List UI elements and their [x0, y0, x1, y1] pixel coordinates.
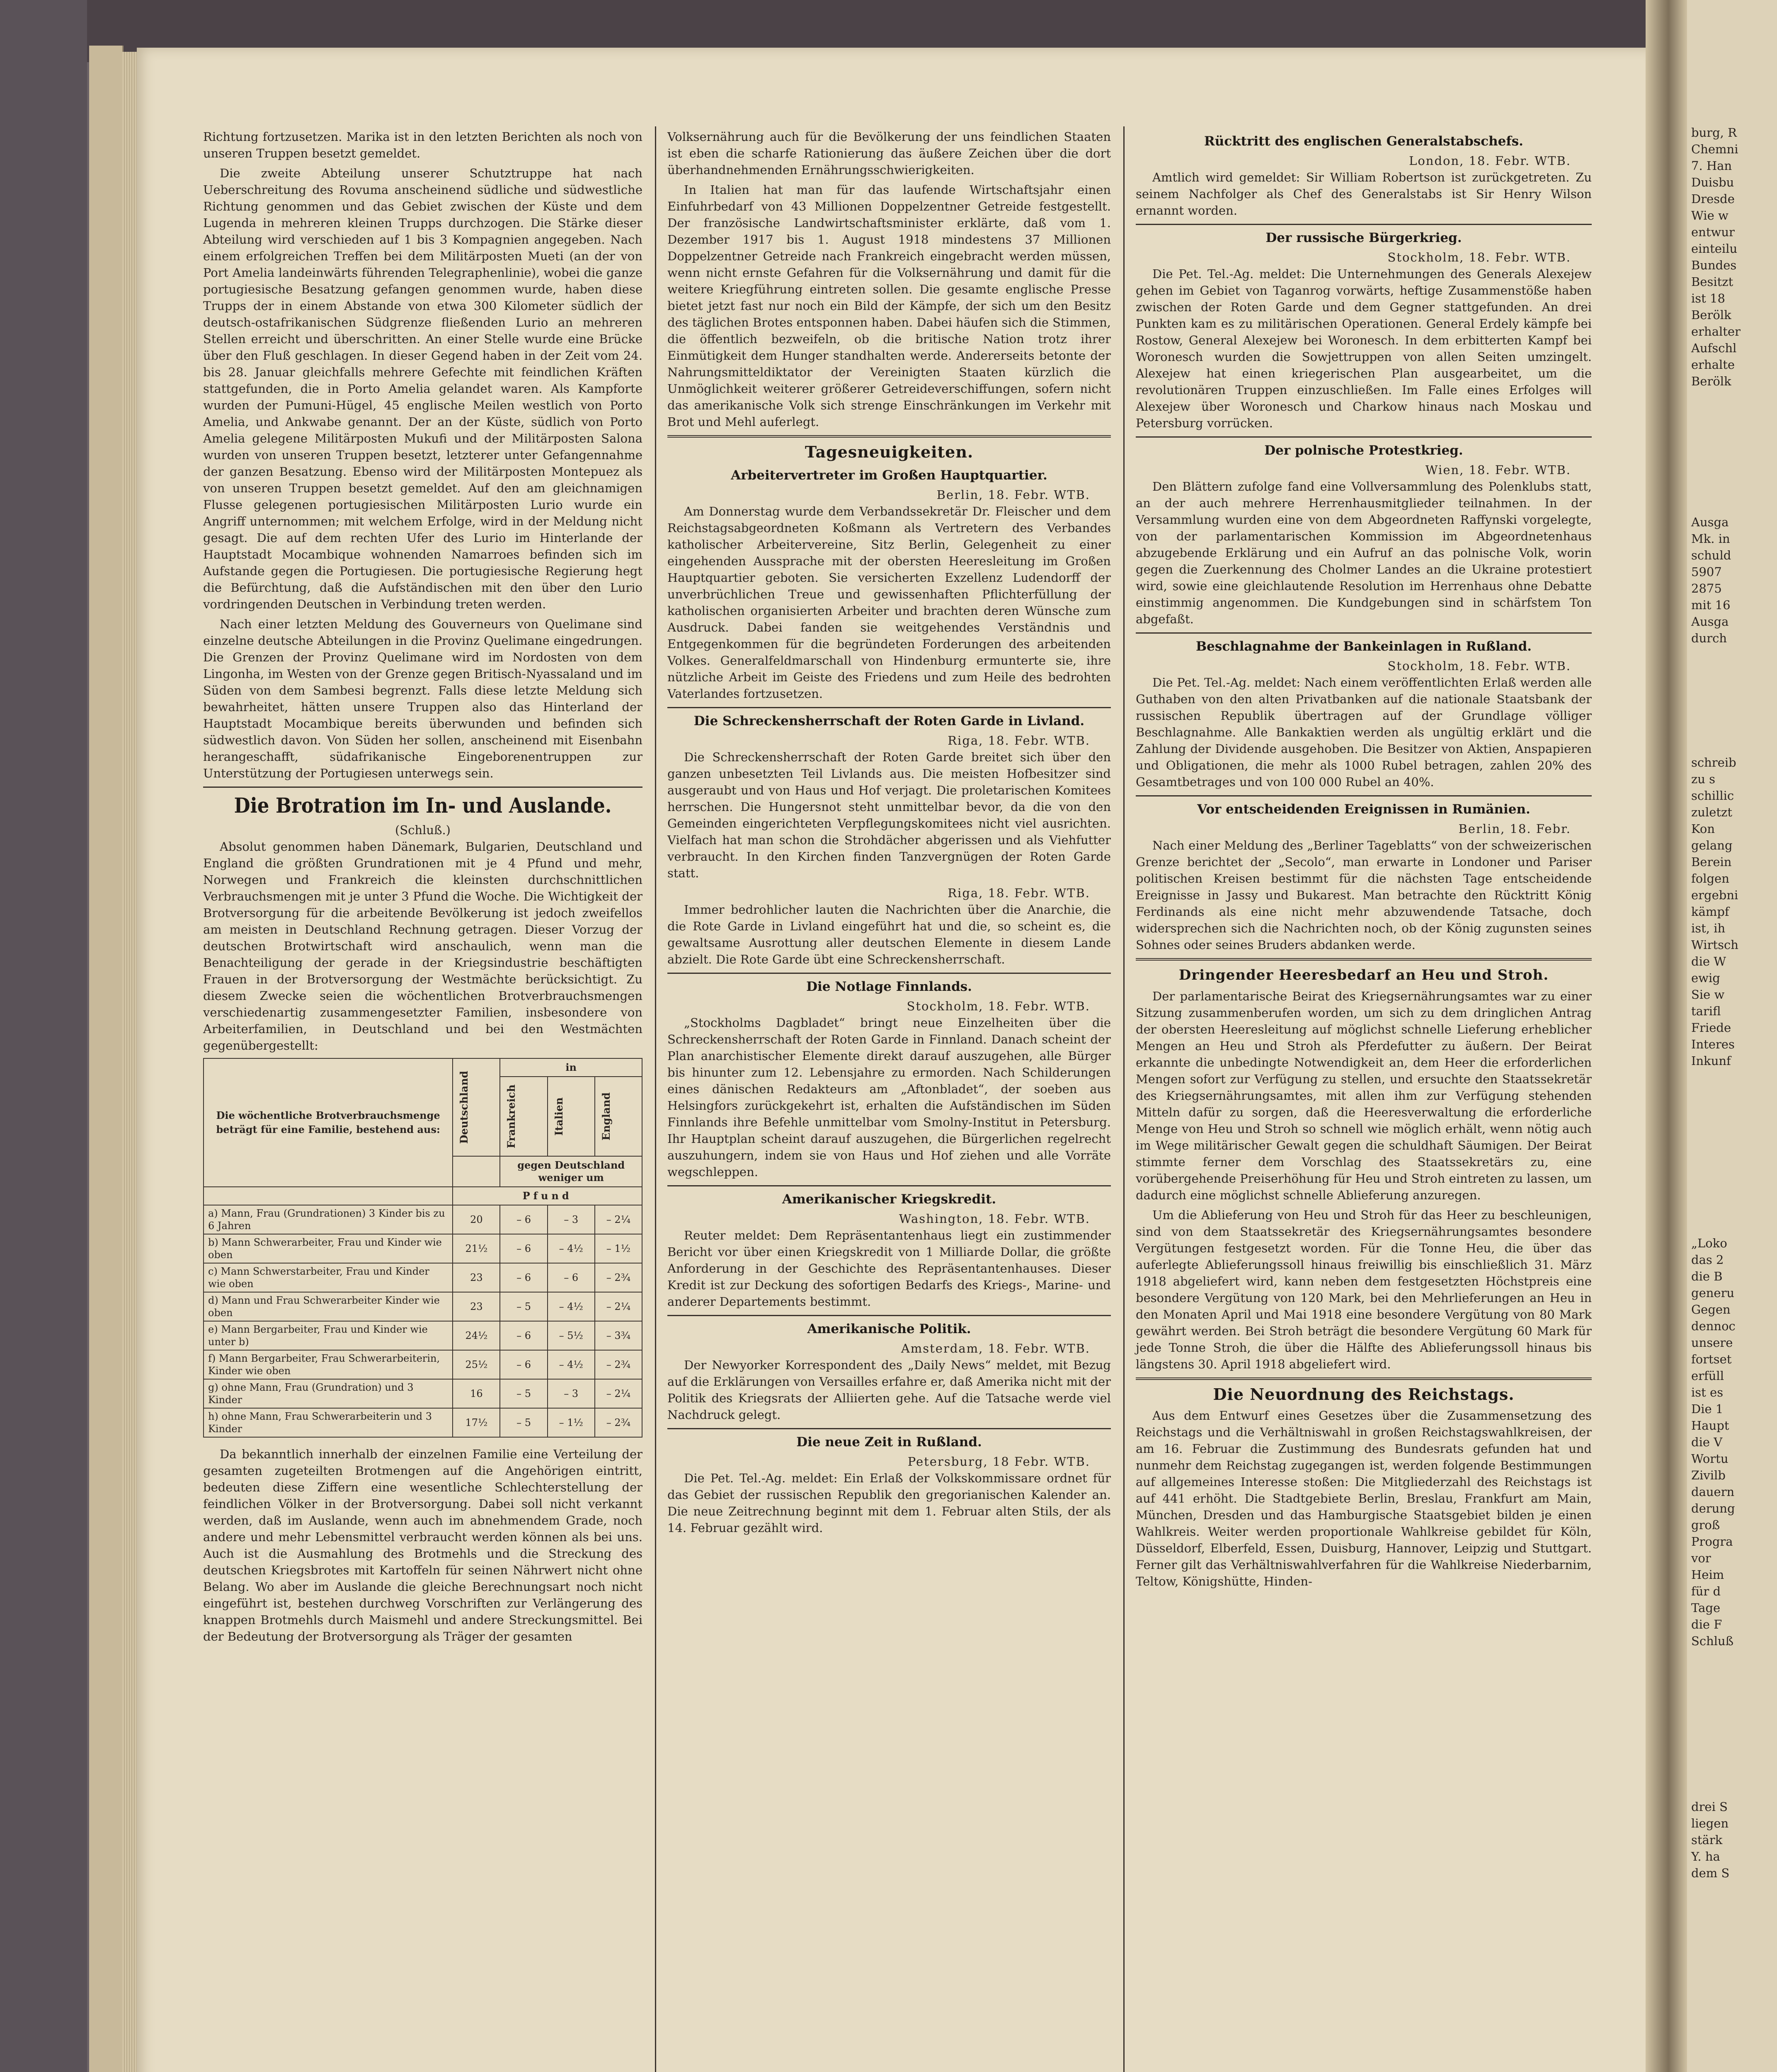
article-body: Aus dem Entwurf eines Gesetzes über die Zusammensetzung des Reichstags und die Verhältniswahl in großen Reichstagswahlkreisen, der am 16. Februar die Zustimmung des Bundesrats gefunden hat und nunmehr dem Reichstag zugegangen ist, werden folgende Bestimmungen auf allgemeines Interesse stoßen: Die Mitgliederzahl des Reichstags ist auf 441 erhöht. Die Stadtgebiete Berlin, Breslau, Frankfurt am Main, München, Dresden und das Hamburgische Staatsgebiet bilden je einen Wahlkreis. Weiter werden proportionale Wahlkreise gebildet für Köln, Düsseldorf, Elberfeld, Essen, Duisburg, Hannover, Leipzig und Stuttgart. Ferner gilt das Verhältniswahlverfahren für die Wahlkreise Niederbarnim, Teltow, Königshütte, Hinden-	[1136, 1409, 1592, 1588]
article-body: Nach einer Meldung des „Berliner Tageblatts“ von der schweizerischen Grenze berichtet der „Secolo“, man erwarte in Londoner und Pariser politischen Kreisen bestimmt für die nächsten Tage entscheidende Ereignisse in Jassy und Bukarest. Man betrachte den Rücktritt König Ferdinands als eine nicht mehr abzuwendende Tatsache, doch widersprechen sich die Nachrichten noch, ob der König zugunsten seines Sohnes oder seines Bruders abdanken werde.	[1136, 838, 1592, 952]
table-cell: – 5	[500, 1379, 547, 1408]
next-page-line: Progra	[1691, 1535, 1733, 1549]
next-page-line: Chemni	[1691, 142, 1738, 156]
country-england: England	[600, 1092, 612, 1141]
article-title: Vor entscheidenden Ereignissen in Rumänien.	[1197, 802, 1530, 817]
page-edge	[89, 46, 124, 2072]
article-divider	[667, 973, 1111, 974]
next-page-line: Berölk	[1691, 308, 1731, 322]
next-page-line: Schluß	[1691, 1634, 1734, 1648]
article-body: Amtlich wird gemeldet: Sir William Robertson ist zurückgetreten. Zu seinem Nachfolger als Chef des Generalstabs ist Sir Henry Wilson ernannt worden.	[1136, 170, 1592, 218]
next-page-line: liegen	[1691, 1816, 1729, 1830]
table-cell: – 1½	[595, 1234, 642, 1263]
article-divider	[667, 707, 1111, 708]
next-page-line: einteilu	[1691, 242, 1738, 256]
next-page-line: vor	[1691, 1551, 1711, 1565]
table-cell: – 1½	[548, 1408, 595, 1437]
article-title: Die neue Zeit in Rußland.	[796, 1435, 982, 1450]
next-page-line: Y. ha	[1691, 1849, 1720, 1864]
article-title: Die Schreckensherrschaft der Roten Garde in Livland.	[693, 714, 1085, 729]
table-sub-label: gegen Deutschland weniger um	[500, 1156, 642, 1187]
next-page-line: unsere	[1691, 1336, 1733, 1350]
next-page-line: erhalter	[1691, 324, 1741, 339]
next-page-line: die V	[1691, 1435, 1723, 1449]
article-body: Die Pet. Tel.-Ag. meldet: Die Unternehmungen des Generals Alexejew gehen im Gebiet von Taganrog vorwärts, heftige Zusammenstöße haben zwischen der Roten Garde und dem Gegner stattgefunden. An drei Punkten kam es zu militärischen Operationen. General Erdely kämpfe bei Rostow, General Alexejew bei Woronesch. In dem erbitterten Kampf bei Woronesch wurden die Sowjettruppen von allen Seiten umzingelt. Alexejew hat einen kriegerischen Plan ausgearbeitet, um die revolutionären Truppen einzuschließen. Im Falle eines Erfolges will Alexejew über Woronesch und Charkow hinaus nach Moskau und Petersburg vorrücken.	[1136, 267, 1592, 430]
next-page-line: Kon	[1691, 822, 1715, 836]
table-row	[204, 1263, 642, 1292]
table-row-label: g) ohne Mann, Frau (Grundration) und 3 Kinder	[204, 1379, 453, 1408]
article-title: Amerikanische Politik.	[807, 1322, 971, 1336]
newspaper-page	[137, 48, 1653, 2072]
table-cell: 20	[453, 1205, 500, 1234]
table-cell: – 2¾	[595, 1263, 642, 1292]
article-body: Der Newyorker Korrespondent des „Daily News“ meldet, mit Bezug auf die Erklärungen von Versailles erfahre er, daß Amerika nicht mit der Politik des Kriegsrats der Alliierten gehe. Auf die Tatsache werde viel Nachdruck gelegt.	[667, 1358, 1111, 1422]
next-page-line: groß	[1691, 1518, 1720, 1532]
table-in-label: in	[500, 1058, 642, 1077]
next-page-line: Ausga	[1691, 615, 1729, 629]
article-title: Dringender Heeresbedarf an Heu und Stroh.	[1178, 967, 1549, 983]
article-title: Der polnische Protestkrieg.	[1264, 443, 1463, 458]
brot-closing: Da bekanntlich innerhalb der einzelnen Familie eine Verteilung der gesamten zugeteilten Brotmengen auf die Angehörigen eintritt, bedeuten diese Ziffern eine wesentliche Schlechterstellung der feindlichen Völker in der Brotversorgung. Dabei soll nicht verkannt werden, daß im Auslande, wenn auch im abnehmendem Grade, noch andere und mehr Lebensmittel verbraucht werden können als bei uns. Auch ist die Ausmahlung des Brotmehls und die Streckung des deutschen Kriegsbrotes mit Kartoffeln für seinen Nährwert nicht ohne Belang. Wo aber im Auslande die gleiche Berechnungsart noch nicht eingeführt ist, bestehen durchweg Vorschriften zur Verlängerung des knappen Brotmehls durch Maismehl und andere Streckungsmittel. Bei der Bedeutung der Brotversorgung als Träger der gesamten	[203, 1447, 642, 1644]
article-body: Den Blättern zufolge fand eine Vollversammlung des Polenklubs statt, an der auch mehrere Herrenhausmitglieder teilnahmen. In der Versammlung wurden eine von dem Abgeordneten Raffynski vorgelegte, von der parlamentarischen Kommission im Abgeordnetenhaus abzugebende Erklärung und ein Aufruf an das polnische Volk, worin gegen die Zuerkennung des Cholmer Landes an die Ukraine protestiert wird, sowie eine gleichlautende Resolution im Herrenhaus ohne Debatte einstimmig angenommen. Die Kundgebungen sind in schärfstem Ton abgefaßt.	[1136, 479, 1592, 626]
table-cell: – 2¼	[595, 1205, 642, 1234]
next-page-line: zu s	[1691, 772, 1716, 786]
next-page-line: 7. Han	[1691, 159, 1732, 173]
article-divider	[667, 1315, 1111, 1316]
next-page-line: ist es	[1691, 1385, 1724, 1399]
article-title: Der russische Bürgerkrieg.	[1265, 230, 1462, 245]
article-dateline: Washington, 18. Febr. WTB.	[899, 1212, 1090, 1226]
next-page-line: entwur	[1691, 225, 1735, 239]
article-divider	[1136, 958, 1592, 961]
table-row-label: e) Mann Bergarbeiter, Frau und Kinder wie unter b)	[204, 1321, 453, 1350]
article-body: Die Pet. Tel.-Ag. meldet: Nach einem veröffentlichten Erlaß werden alle Guthaben von den alten Privatbanken auf die nationale Staatsbank der russischen Republik übertragen auf der Grundlage völliger Beschlagnahme. Alle Bankaktien werden als ungültig erklärt und die Zahlung der Dividende ausgehoben. Die Besitzer von Aktien, Anspapieren und Obligationen, die mehr als 1000 Rubel betragen, zahlen 20% des Gesamtbetrages und von 100 000 Rubel an 40%.	[1136, 675, 1592, 789]
stacked-leaves	[122, 52, 139, 2072]
article-title: Rücktritt des englischen Generalstabschefs.	[1204, 134, 1523, 149]
table-unit-label: Pfund	[453, 1187, 642, 1205]
brot-subtitle: (Schluß.)	[395, 823, 451, 837]
next-page-fragment	[1687, 0, 1777, 2072]
table-cell: – 2¾	[595, 1408, 642, 1437]
next-page-line: für d	[1691, 1584, 1721, 1598]
next-page-line: stärk	[1691, 1833, 1723, 1847]
next-page-line: folgen	[1691, 871, 1729, 886]
column-1	[203, 128, 642, 1648]
article-body: Die Pet. Tel.-Ag. meldet: Ein Erlaß der Volkskommissare ordnet für das Gebiet der russischen Republik den gregorianischen Kalender an. Die neue Zeitrechnung beginnt mit dem 1. Februar alten Stils, der als 14. Februar gezählt wird.	[667, 1471, 1111, 1535]
next-page-line: Tage	[1691, 1601, 1721, 1615]
next-page-line: ist 18	[1691, 291, 1725, 305]
col1-paragraph-1: Richtung fortzusetzen. Marika ist in den letzten Berichten als noch von unseren Truppen besetzt gemeldet.	[203, 130, 642, 160]
col1-paragraph-2: Die zweite Abteilung unserer Schutztruppe hat nach Ueberschreitung des Rovuma anscheinend südliche und südwestliche Richtung genommen und das Gebiet zwischen der Küste und dem Lugenda in mehreren kleinen Trupps durchzogen. Die Stärke dieser Abteilung wird verschieden auf 1 bis 3 Kompagnien angegeben. Nach einem erfolgreichen Treffen bei dem Militärposten Mueti (an der von Port Amelia landeinwärts führenden Telegraphenlinie), wobei die ganze portugiesische Besatzung gefangen genommen wurde, haben diese Trupps der in einem Abstande von etwa 300 Kilometer südlich der deutsch-ostafrikanischen Südgrenze fließenden Lurio an mehreren Stellen erreicht und überschritten. An einer Stelle wurde eine Brücke über den Fluß geschlagen. In dieser Gegend haben in der Zeit vom 24. bis 28. Januar gleichfalls mehrere Gefechte mit feindlichen Kräften stattgefunden, die in Porto Amelia gelandet waren. Als Kampforte wurden der Pumuni-Hügel, 45 englische Meilen westlich von Porto Amelia, und Ankwabe genannt. Der an der Küste, südlich von Porto Amelia gelegene Militärposten Mukufi und der Militärposten Salona wurden von unseren Truppen besetzt, letzterer unter Gefangennahme der ganzen Besatzung. Ebenso wird der Militärposten Montepuez als von unseren Truppen besetzt gemeldet. Auf den am gleichnamigen Flusse gelegenen portugiesischen Militärposten Lurio wurde ein Angriff unternommen; mit welchem Erfolge, wird in der Meldung nicht gesagt. Die auf dem rechten Ufer des Lurio im Hinterlande der Hauptstadt Mocambique wohnenden Namarroes befinden sich im Aufstande gegen die Portugiesen. Die portugiesische Regierung hegt die Befürchtung, daß die Aufständischen mit den über den Lurio vordringenden Deutschen in Verbindung treten werden.	[203, 166, 642, 611]
table-cell: 21½	[453, 1234, 500, 1263]
table-cell: – 6	[500, 1350, 547, 1379]
column-rule-1	[655, 126, 656, 2072]
table-cell: – 5½	[548, 1321, 595, 1350]
article-body: Am Donnerstag wurde dem Verbandssekretär Dr. Fleischer und dem Reichstagsabgeordneten Koßmann als Vertretern des Verbandes katholischer Arbeitervereine, Sitz Berlin, Gelegenheit zu einer eingehenden Aussprache mit der obersten Heeresleitung im Großen Hauptquartier geboten. Sie versicherten Exzellenz Ludendorff der unverbrüchlichen Treue und gewissenhaften Pflichterfüllung der katholischen organisierten Arbeiter und brachten deren Wünsche zum Ausdruck. Dabei fanden sie weitgehendes Verständnis und Entgegenkommen für die begründeten Forderungen des arbeitenden Volkes. Generalfeldmarschall von Hindenburg ermunterte sie, ihre nützliche Arbeit im Geiste des Friedens und zum Heile des bedrohten Vaterlandes fortzusetzen.	[667, 504, 1111, 701]
table-row-label: d) Mann und Frau Schwerarbeiter Kinder wie oben	[204, 1292, 453, 1321]
table-row	[204, 1350, 642, 1379]
table-cell: – 2¼	[595, 1292, 642, 1321]
next-page-line: Inkunf	[1691, 1054, 1731, 1068]
next-page-line: dennoc	[1691, 1319, 1736, 1333]
country-frankreich: Frankreich	[505, 1084, 518, 1149]
article-divider	[667, 1428, 1111, 1429]
next-page-line: ewig	[1691, 971, 1720, 985]
col2-divider	[667, 435, 1111, 438]
table-row	[204, 1205, 642, 1234]
next-page-line: Wirtsch	[1691, 938, 1738, 952]
next-page-line: die F	[1691, 1617, 1722, 1631]
next-page-line: Haupt	[1691, 1418, 1729, 1433]
article-title: Amerikanischer Kriegskredit.	[782, 1192, 996, 1207]
brot-table	[203, 1058, 642, 1438]
next-page-line: Zivilb	[1691, 1468, 1726, 1482]
table-cell: 24½	[453, 1321, 500, 1350]
table-cell: – 5	[500, 1408, 547, 1437]
next-page-line: fortset	[1691, 1352, 1732, 1366]
table-row	[204, 1234, 642, 1263]
article-divider	[1136, 795, 1592, 796]
next-page-line: Besitzt	[1691, 275, 1733, 289]
table-row-label: a) Mann, Frau (Grundrationen) 3 Kinder bis zu 6 Jahren	[204, 1205, 453, 1234]
table-cell: – 6	[500, 1205, 547, 1234]
column-2	[667, 128, 1111, 1539]
table-cell: – 6	[548, 1263, 595, 1292]
next-page-line: mit 16	[1691, 598, 1731, 612]
next-page-line: das 2	[1691, 1253, 1724, 1267]
table-cell: – 4½	[548, 1350, 595, 1379]
next-page-line: derung	[1691, 1501, 1735, 1515]
next-page-block-e	[1687, 1798, 1729, 1881]
table-row-label: b) Mann Schwerarbeiter, Frau und Kinder wie oben	[204, 1234, 453, 1263]
next-page-line: Dresde	[1691, 192, 1735, 206]
brot-paragraph: Absolut genommen haben Dänemark, Bulgarien, Deutschland und England die größten Grundrationen mit je 4 Pfund und mehr, Norwegen und Frankreich die kleinsten durchschnittlichen Verbrauchsmengen mit je unter 3 Pfund die Woche. Die Wichtigkeit der Brotversorgung für die arbeitende Bevölkerung ist jedoch zweifellos am meisten in Deutschland Rechnung getragen. Dieser Vorzug der deutschen Brotwirtschaft wird anschaulich, wenn man die Benachteiligung der gerade in der Kriegsindustrie beschäftigten Frauen in der Brotversorgung der Westmächte berücksichtigt. Zu diesem Zwecke seien die wöchentlichen Brotverbrauchsmengen verschiedenartig zusammengesetzter Familien, insbesondere von Arbeiterfamilien, in Deutschland und bei den Westmächten gegenübergestellt:	[203, 840, 642, 1053]
table-cell: – 2¼	[595, 1379, 642, 1408]
column-rule-2	[1123, 126, 1125, 2072]
col1-divider	[203, 787, 642, 788]
article-dateline: Stockholm, 18. Febr. WTB.	[907, 999, 1090, 1013]
next-page-line: burg, R	[1691, 126, 1737, 140]
next-page-line: dem S	[1691, 1866, 1730, 1880]
table-row	[204, 1379, 642, 1408]
next-page-line: „Loko	[1691, 1236, 1727, 1250]
next-page-line: Aufschl	[1691, 341, 1737, 355]
next-page-block-c	[1687, 754, 1738, 1069]
next-page-line: erfüll	[1691, 1369, 1724, 1383]
article-title: Die Notlage Finnlands.	[806, 979, 972, 994]
table-cell: 25½	[453, 1350, 500, 1379]
article-body: Reuter meldet: Dem Repräsentantenhaus liegt ein zustimmender Bericht vor über einen Kriegskredit von 1 Milliarde Dollar, die größte Anforderung in der Geschichte des Repräsentantenhauses. Dieser Kredit ist zur Deckung des sofortigen Bedarfs des Kriegs-, Marine- und anderer Departements bestimmt.	[667, 1228, 1111, 1309]
next-page-line: Wortu	[1691, 1452, 1729, 1466]
next-page-line: Sie w	[1691, 988, 1725, 1002]
article-dateline: Petersburg, 18 Febr. WTB.	[907, 1455, 1090, 1469]
article-dateline: Berlin, 18. Febr. WTB.	[936, 488, 1090, 502]
next-page-block-a	[1687, 124, 1741, 390]
next-page-line: Ausga	[1691, 515, 1729, 529]
table-cell: 17½	[453, 1408, 500, 1437]
col2-intro-1: Volksernährung auch für die Bevölkerung der uns feindlichen Staaten ist eben die scharfe Rationierung das äußere Zeichen über die dort überhandnehmenden Ernährungsschwierigkeiten.	[667, 130, 1111, 177]
next-page-line: Duisbu	[1691, 175, 1734, 189]
article-dateline: Berlin, 18. Febr.	[1458, 822, 1571, 836]
next-page-line: Gegen	[1691, 1302, 1731, 1317]
next-page-block-b	[1687, 514, 1731, 646]
table-cell: – 3	[548, 1205, 595, 1234]
article-title: Beschlagnahme der Bankeinlagen in Rußland.	[1195, 639, 1532, 654]
next-page-line: tarifl	[1691, 1004, 1721, 1018]
table-cell: – 4½	[548, 1234, 595, 1263]
next-page-line: Berein	[1691, 855, 1732, 869]
article-divider	[667, 1185, 1111, 1186]
article-body: „Stockholms Dagbladet“ bringt neue Einzelheiten über die Schreckensherrschaft der Roten Garde in Finnland. Danach scheint der Plan anarchistischer Elemente direkt darauf auszugehen, alle Bürger bis hinunter zum 12. Lebensjahre zu ermorden. Nach Schilderungen eines dänischen Redakteurs am „Aftonbladet“, der soeben aus Helsingfors zurückgekehrt ist, erhalten die Aufständischen im Süden Finnlands ihre Befehle unmittelbar vom Smolny-Institut in Petersburg. Ihr Hauptplan scheint darauf auszugehen, die Bürgerlichen regelrecht auszuhungern, indem sie von Haus und Hof ziehen und alle Vorräte wegschleppen.	[667, 1016, 1111, 1179]
table-row-label: c) Mann Schwerstarbeiter, Frau und Kinder wie oben	[204, 1263, 453, 1292]
next-page-line: schillic	[1691, 789, 1734, 803]
next-page-line: Interes	[1691, 1037, 1735, 1051]
article-title: Die Neuordnung des Reichstags.	[1213, 1385, 1515, 1404]
table-row	[204, 1408, 642, 1437]
article-body: Um die Ablieferung von Heu und Stroh für das Heer zu beschleunigen, sind von dem Staatssekretär des Kriegsernährungsamtes besondere Vergütungen festgesetzt worden. Für die Tonne Heu, die über das auferlegte Ablieferungssoll hinaus freiwillig bis einschließlich 31. März 1918 abgeliefert wird, kann neben dem festgesetzten Höchstpreis eine besondere Vergütung von 120 Mark, bei den Mehrlieferungen an Heu in den Monaten April und Mai 1918 eine besondere Vergütung von 80 Mark gewährt werden. Bei Stroh beträgt die besondere Vergütung 60 Mark für jede Tonne Stroh, die über die Hälfte des Ablieferungssoll hinaus bis längstens 30. April 1918 abgeliefert wird.	[1136, 1208, 1592, 1371]
table-header-label: Die wöchentliche Brotverbrauchsmenge beträgt für eine Familie, bestehend aus:	[204, 1058, 453, 1187]
next-page-block-d	[1687, 1235, 1736, 1649]
table-cell: – 3	[548, 1379, 595, 1408]
col2-intro-2: In Italien hat man für das laufende Wirtschaftsjahr einen Einfuhrbedarf von 43 Millionen Doppelzentner Getreide festgestellt. Der französische Landwirtschaftsminister erklärte, daß vom 1. Dezember 1917 bis 1. August 1918 mindestens 37 Millionen Doppelzentner Getreide nach Frankreich eingebracht werden müssen, wenn nicht ernste Gefahren für die Volksernährung und damit für die weitere Kriegführung eintreten sollen. Die gesamte englische Presse bietet jetzt fast nur noch ein Bild der Kämpfe, der sich um den Besitz des täglichen Brotes entsponnen haben. Dabei häufen sich die Stimmen, die öffentlich bezweifeln, ob die britische Nation trotz ihrer Einmütigkeit dem Hunger standhalten werde. Andererseits betonte der Nahrungsmitteldiktator der Vereinigten Staaten kürzlich die Unmöglichkeit weiterer größerer Getreideverschiffungen, sofern nicht das amerikanische Volk sich strenge Einschränkungen im Verkehr mit Brot und Mehl auferlegt.	[667, 183, 1111, 429]
next-page-line: schreib	[1691, 755, 1736, 770]
article-divider	[1136, 632, 1592, 634]
table-cell: – 6	[500, 1321, 547, 1350]
next-page-line: dauern	[1691, 1485, 1735, 1499]
table-cell: – 2¾	[595, 1350, 642, 1379]
next-page-line: Die 1	[1691, 1402, 1724, 1416]
next-page-line: Mk. in	[1691, 532, 1730, 546]
next-page-line: ist, ih	[1691, 921, 1726, 935]
article-body: Der parlamentarische Beirat des Kriegsernährungsamtes war zu einer Sitzung zusammenberufen worden, um sich zu dem dringlichen Antrag der obersten Heeresleitung auf möglichst schnelle Lieferung erheblicher Mengen an Heu und Stroh als Pferdefutter zu äußern. Der Beirat erkannte die unbedingte Notwendigkeit an, dem Heer die erforderlichen Mengen sofort zur Verfügung zu stellen, und ersuchte den Staatssekretär des Kriegsernährungsamtes, mit allen ihm zur Verfügung stehenden Mitteln dafür zu sorgen, daß die Heeresverwaltung die erforderliche Menge von Heu und Stroh so schnell wie möglich erhält, wenn nötig auch im Wege militärischer Gewalt gegen die schuldhaft Säumigen. Der Beirat stimmte ferner dem Vorschlag des Staatssekretärs zu, eine vorübergehende Preiserhöhung für Heu und Stroh eintreten zu lassen, um dadurch eine möglichst schnelle Ablieferung anzuregen.	[1136, 989, 1592, 1202]
article-divider	[1136, 436, 1592, 438]
table-cell: 23	[453, 1263, 500, 1292]
next-page-line: zuletzt	[1691, 805, 1732, 819]
article-dateline: Riga, 18. Febr. WTB.	[948, 886, 1090, 900]
next-page-line: generu	[1691, 1286, 1735, 1300]
next-page-line: gelang	[1691, 838, 1733, 852]
next-page-line: Heim	[1691, 1568, 1724, 1582]
next-page-line: 5907	[1691, 565, 1722, 579]
next-page-line: 2875	[1691, 581, 1722, 595]
article-dateline: Wien, 18. Febr. WTB.	[1425, 463, 1571, 477]
country-italien: Italien	[553, 1097, 565, 1136]
table-row	[204, 1292, 642, 1321]
article-dateline: Stockholm, 18. Febr. WTB.	[1387, 250, 1571, 264]
article-body: Immer bedrohlicher lauten die Nachrichten über die Anarchie, die die Rote Garde in Livland eingeführt hat und die, so scheint es, die gewaltsame Ausrottung aller deutschen Elemente in diesem Lande abzielt. Die Rote Garde übt eine Schreckensherrschaft.	[667, 903, 1111, 966]
next-page-line: die B	[1691, 1269, 1723, 1283]
table-row	[204, 1321, 642, 1350]
next-page-line: erhalte	[1691, 358, 1735, 372]
next-page-line: drei S	[1691, 1800, 1728, 1814]
table-cell: – 3¾	[595, 1321, 642, 1350]
next-page-line: kämpf	[1691, 905, 1729, 919]
book-gutter	[1646, 0, 1687, 2072]
article-divider	[1136, 1377, 1592, 1380]
article-dateline: Stockholm, 18. Febr. WTB.	[1387, 659, 1571, 673]
article-body: Die Schreckensherrschaft der Roten Garde breitet sich über den ganzen unbesetzten Teil Livlands aus. Die meisten Hofbesitzer sind ausgeraubt und von Haus und Hof verjagt. Die proletarischen Komitees herrschen. Die Hungersnot steht unmittelbar bevor, da die von den Gemeinden eingerichteten Verpflegungskomitees nicht viel ausrichten. Vielfach hat man schon die Strohdächer abgerissen und als Viehfutter verbraucht. In den Kirchen finden Tanzvergnügen der Roten Garde statt.	[667, 750, 1111, 880]
table-row-label: f) Mann Bergarbeiter, Frau Schwerarbeiterin, Kinder wie oben	[204, 1350, 453, 1379]
country-deutschland: Deutschland	[458, 1071, 470, 1144]
article-dateline: Riga, 18. Febr. WTB.	[948, 733, 1090, 748]
column-3	[1136, 128, 1592, 1593]
article-divider	[1136, 224, 1592, 225]
next-page-line: schuld	[1691, 548, 1731, 562]
next-page-line: Friede	[1691, 1021, 1731, 1035]
table-cell: – 4½	[548, 1292, 595, 1321]
article-dateline: Amsterdam, 18. Febr. WTB.	[901, 1341, 1090, 1356]
article-dateline: London, 18. Febr. WTB.	[1409, 154, 1571, 168]
next-page-line: Bundes	[1691, 258, 1737, 272]
table-cell: – 6	[500, 1234, 547, 1263]
next-page-line: die W	[1691, 954, 1726, 968]
table-cell: – 6	[500, 1263, 547, 1292]
section-title-tagesneuigkeiten: Tagesneuigkeiten.	[805, 443, 974, 461]
next-page-line: durch	[1691, 631, 1727, 645]
table-row-label: h) ohne Mann, Frau Schwerarbeiterin und 3 Kinder	[204, 1408, 453, 1437]
table-cell: 23	[453, 1292, 500, 1321]
article-title: Arbeitervertreter im Großen Hauptquartier.	[731, 468, 1047, 483]
col1-paragraph-3: Nach einer letzten Meldung des Gouverneurs von Quelimane sind einzelne deutsche Abteilungen in die Provinz Quelimane eingedrungen. Die Grenzen der Provinz Quelimane wird im Nordosten von dem Lingonha, im Westen von der Grenze gegen Britisch-Nyassaland und im Süden von dem Sambesi begrenzt. Falls diese letzte Meldung sich bewahrheitet, hätten unsere Truppen also das Hinterland der Hauptstadt Mocambique bereits überwunden und befinden sich südwestlich davon. Von Süden her sollen, anscheinend mit Eisenbahn herangeschafft, südafrikanische Eingeborenentruppen zur Unterstützung der Portugiesen unterwegs sein.	[203, 617, 642, 780]
table-cell: 16	[453, 1379, 500, 1408]
next-page-line: Wie w	[1691, 208, 1729, 223]
table-cell: – 5	[500, 1292, 547, 1321]
next-page-line: ergebni	[1691, 888, 1738, 902]
brot-title: Die Brotration im In- und Auslande.	[234, 793, 612, 818]
next-page-line: Berölk	[1691, 374, 1731, 388]
book-binding	[0, 0, 87, 2072]
